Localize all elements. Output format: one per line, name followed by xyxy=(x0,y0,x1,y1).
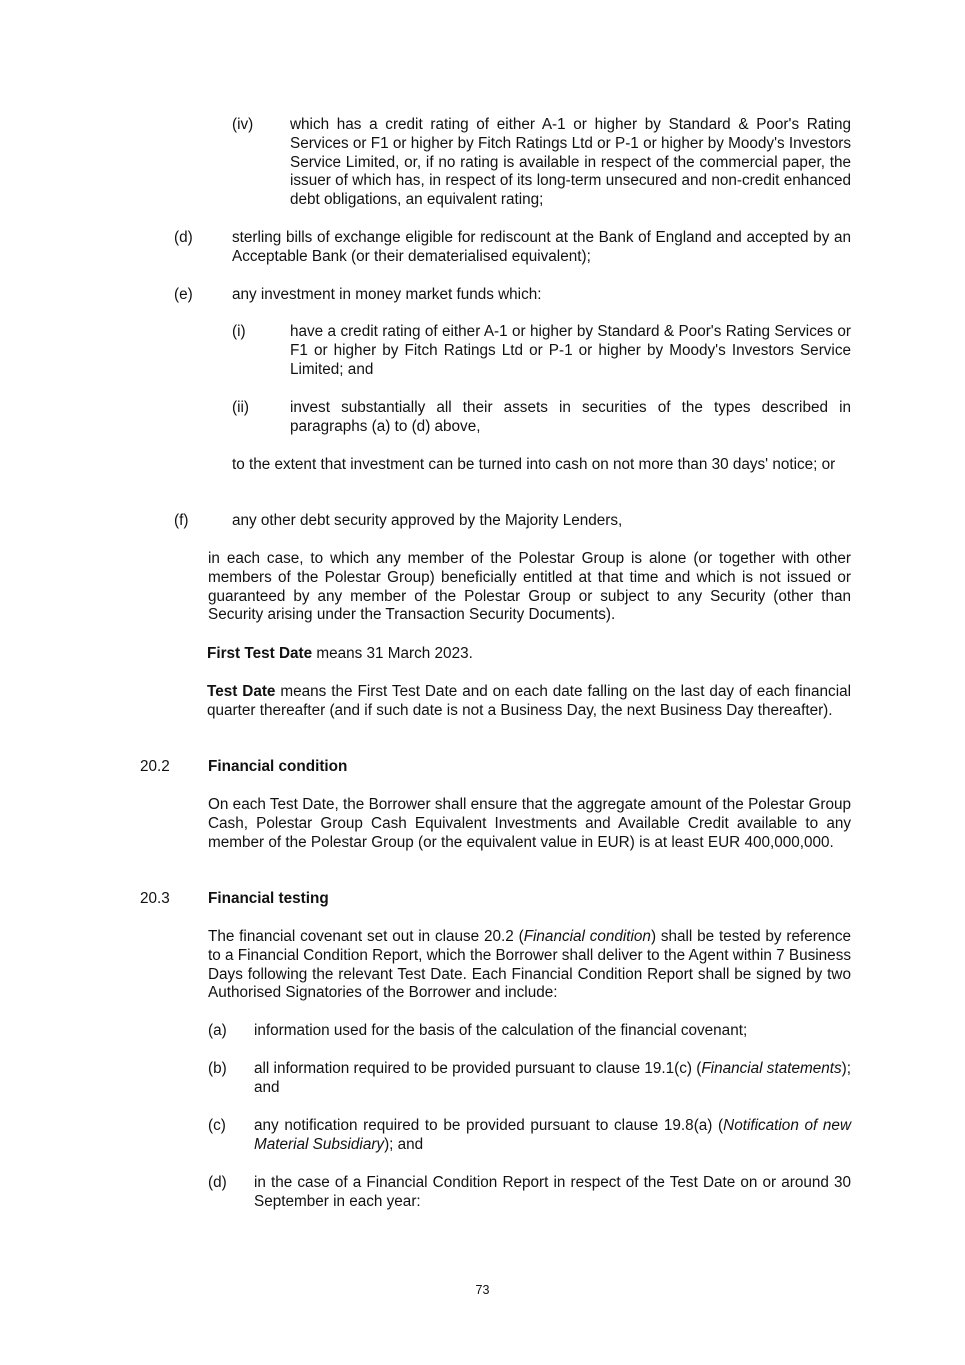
item-20-3-d-text: in the case of a Financial Condition Report in respect of the Test Date on or around 30 September in each year: xyxy=(254,1174,851,1210)
section-20-2-number: 20.2 xyxy=(140,758,170,775)
item-e-tail: to the extent that investment can be turned into cash on not more than 30 days' notice; or xyxy=(232,456,836,473)
item-20-3-d-label: (d) xyxy=(208,1174,227,1191)
section-20-3-intro xyxy=(208,928,851,1003)
page-number: 73 xyxy=(475,1283,490,1297)
intro-text-b: ) shall be tested by reference to a Financial Condition Report, which the Borrower shall deliver to the Agent within 7 Business Days following the relevant Test Date. Each Financial Condition Report shall be signed by two Authorised Signatories of the Borrower and include: xyxy=(208,928,852,1002)
item-e-text: any investment in money market funds which: xyxy=(232,286,542,303)
intro-italic: Financial condition xyxy=(523,928,651,945)
item-d-text: sterling bills of exchange eligible for rediscount at the Bank of England and accepted by an Acceptable Bank (or their dematerialised equivalent); xyxy=(232,229,851,265)
test-date-text: means the First Test Date and on each date falling on the last day of each financial quarter thereafter (and if such date is not a Business Day, the next Business Day thereafter). xyxy=(207,683,852,719)
item-b-text-b: ); and xyxy=(254,1060,851,1096)
item-c-text-a: any notification required to be provided pursuant to clause 19.8(a) ( xyxy=(254,1117,724,1134)
test-date-term: Test Date xyxy=(207,683,276,700)
item-f-label: (f) xyxy=(174,512,189,529)
item-iv-label: (iv) xyxy=(232,116,254,133)
first-test-date-term: First Test Date xyxy=(207,645,313,662)
item-b-italic: Financial statements xyxy=(701,1060,842,1077)
first-test-date-text: means 31 March 2023. xyxy=(316,645,473,662)
item-20-3-a-text: information used for the basis of the calculation of the financial covenant; xyxy=(254,1022,748,1039)
test-date-definition xyxy=(207,683,851,721)
item-f-text: any other debt security approved by the Majority Lenders, xyxy=(232,512,623,529)
intro-text-a: The financial covenant set out in clause 20.2 ( xyxy=(208,928,524,945)
item-e-i-label: (i) xyxy=(232,323,246,340)
item-d-label: (d) xyxy=(174,229,193,246)
item-iv-text: which has a credit rating of either A-1 or higher by Standard & Poor's Rating Services or F1 or higher by Fitch Ratings Ltd or P-1 or higher by Moody's Investors Service Limited, or, if no rating is available in respect of the commercial paper, the issuer of which has, in respect of its long-term unsecured and non-credit enhanced debt obligations, an equivalent rating; xyxy=(290,116,851,209)
item-c-text-b: ); and xyxy=(384,1135,424,1153)
item-e-label: (e) xyxy=(174,286,193,303)
each-case-paragraph: in each case, to which any member of the Polestar Group is alone (or together with other members of the Polestar Group) beneficially entitled at that time and which is not issued or guaranteed by any member of the Polestar Group or subject to any Security (other than Security arising under the Transaction Security Documents). xyxy=(208,550,851,624)
item-e-ii-text: invest substantially all their assets in securities of the types described in paragraphs (a) to (d) above, xyxy=(290,399,851,435)
item-20-3-a-label: (a) xyxy=(208,1022,227,1039)
first-test-date-definition xyxy=(207,645,851,664)
section-20-2-text: On each Test Date, the Borrower shall ensure that the aggregate amount of the Polestar Group Cash, Polestar Group Cash Equivalent Investments and Available Credit available to any member of the Polestar Group (or the equivalent value in EUR) is at least EUR 400,000,000. xyxy=(208,796,851,851)
item-b-text-a: all information required to be provided pursuant to clause 19.1(c) ( xyxy=(254,1060,702,1077)
item-20-3-b-text xyxy=(254,1060,851,1098)
item-20-3-c-text xyxy=(254,1117,851,1155)
section-20-3-number: 20.3 xyxy=(140,890,170,907)
item-c-italic: Notification of new Material Subsidiary xyxy=(254,1117,851,1153)
section-20-3-title: Financial testing xyxy=(208,890,329,907)
item-20-3-c-label: (c) xyxy=(208,1117,226,1134)
section-20-2-title: Financial condition xyxy=(208,758,348,775)
item-20-3-b-label: (b) xyxy=(208,1060,227,1077)
item-e-i-text: have a credit rating of either A-1 or higher by Standard & Poor's Rating Services or F1 or higher by Fitch Ratings Ltd or P-1 or higher by Moody's Investors Service Limited; and xyxy=(290,323,851,378)
item-e-ii-label: (ii) xyxy=(232,399,249,416)
